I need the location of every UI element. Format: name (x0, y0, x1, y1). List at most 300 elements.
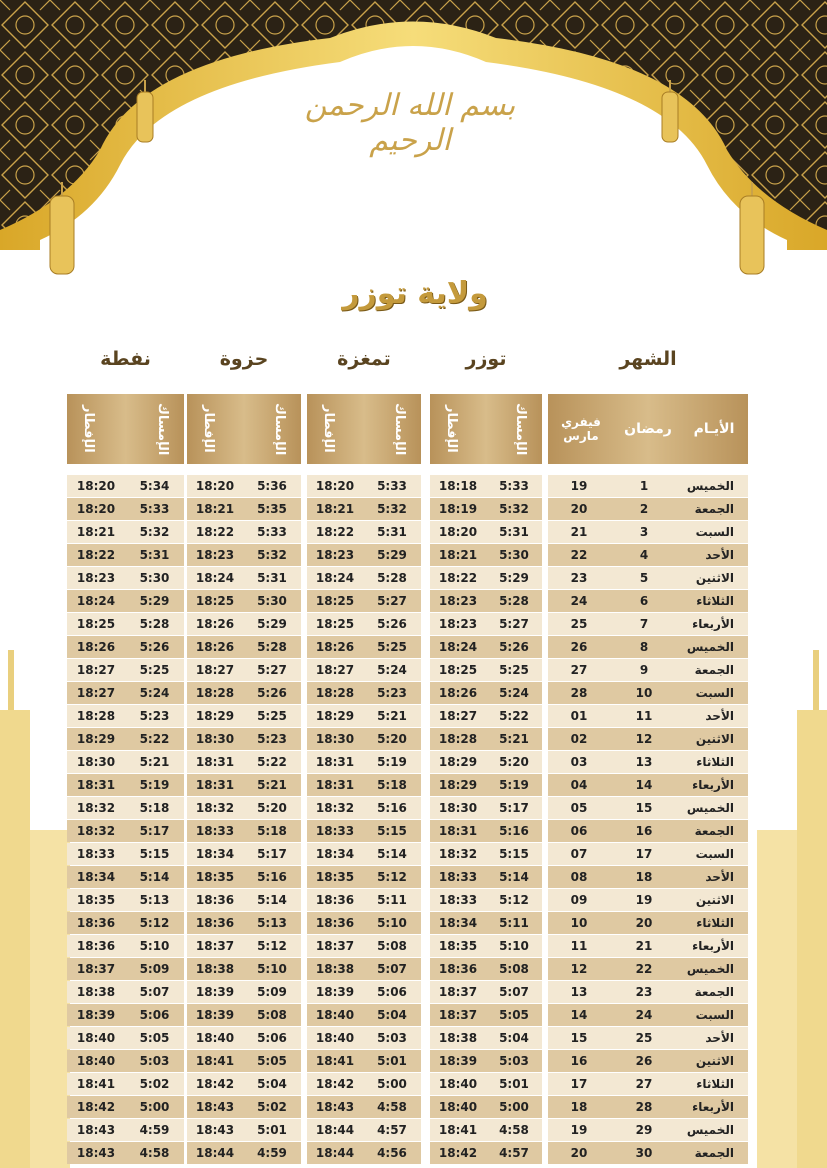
nefta-iftar: 18:37 (76, 962, 116, 976)
tamaghza-cell-group (307, 1073, 421, 1095)
hazoua-imsak: 5:08 (257, 1008, 287, 1022)
tamaghza-cell-group (307, 889, 421, 911)
month-cell-group (548, 567, 748, 589)
tozeur-iftar: 18:36 (438, 962, 478, 976)
column-header-ramadan: رمضان (624, 421, 672, 437)
nefta-imsak: 5:22 (139, 732, 170, 746)
ramadan-day: 18 (635, 870, 653, 884)
hazoua-iftar: 18:39 (195, 985, 235, 999)
hazoua-iftar: 18:24 (195, 571, 235, 585)
tamaghza-imsak: 5:14 (377, 847, 407, 861)
timetable-body (67, 475, 748, 1165)
tozeur-imsak: 5:17 (499, 801, 529, 815)
tozeur-iftar: 18:40 (438, 1077, 478, 1091)
tamaghza-iftar: 18:36 (315, 893, 355, 907)
table-row (67, 820, 748, 842)
nefta-imsak: 5:00 (139, 1100, 170, 1114)
gregorian-date: 18 (570, 1100, 588, 1114)
nefta-iftar: 18:38 (76, 985, 116, 999)
tamaghza-iftar: 18:22 (315, 525, 355, 539)
ramadan-day: 23 (635, 985, 653, 999)
tozeur-iftar: 18:40 (438, 1100, 478, 1114)
tozeur-iftar: 18:32 (438, 847, 478, 861)
tozeur-iftar: 18:37 (438, 985, 478, 999)
ramadan-day: 2 (639, 502, 649, 516)
month-cell-group (548, 544, 748, 566)
hazoua-iftar: 18:43 (195, 1100, 235, 1114)
tozeur-imsak: 5:04 (499, 1031, 529, 1045)
day-name: الخميس (686, 479, 734, 493)
hazoua-cell-group (187, 682, 301, 704)
tozeur-iftar: 18:29 (438, 755, 478, 769)
nefta-cell-group (67, 521, 184, 543)
hazoua-imsak: 5:06 (257, 1031, 287, 1045)
ramadan-day: 25 (635, 1031, 653, 1045)
tozeur-iftar: 18:21 (438, 548, 478, 562)
gregorian-date: 05 (570, 801, 588, 815)
hazoua-cell-group (187, 1027, 301, 1049)
tozeur-iftar: 18:29 (438, 778, 478, 792)
tozeur-cell-group (430, 590, 542, 612)
nefta-iftar: 18:43 (76, 1146, 116, 1160)
column-header-hazoua (187, 394, 301, 464)
tozeur-iftar: 18:33 (438, 893, 478, 907)
month-cell-group (548, 498, 748, 520)
tamaghza-imsak: 4:56 (377, 1146, 407, 1160)
month-cell-group (548, 1142, 748, 1164)
hazoua-iftar: 18:31 (195, 755, 235, 769)
tozeur-imsak: 5:01 (499, 1077, 529, 1091)
nefta-imsak: 5:19 (139, 778, 170, 792)
tamaghza-imsak: 5:16 (377, 801, 407, 815)
tamaghza-cell-group (307, 728, 421, 750)
ramadan-day: 11 (635, 709, 653, 723)
tozeur-imsak: 5:14 (499, 870, 529, 884)
month-cell-group (548, 843, 748, 865)
table-row (67, 1142, 748, 1164)
tozeur-cell-group (430, 705, 542, 727)
tozeur-iftar: 18:24 (438, 640, 478, 654)
tamaghza-imsak: 5:06 (377, 985, 407, 999)
tozeur-cell-group (430, 774, 542, 796)
ramadan-day: 17 (635, 847, 653, 861)
tamaghza-iftar: 18:41 (315, 1054, 355, 1068)
tozeur-imsak: 5:10 (499, 939, 529, 953)
day-name: الثلاثاء (696, 1077, 734, 1091)
gregorian-date: 20 (570, 502, 588, 516)
hazoua-iftar: 18:21 (195, 502, 235, 516)
tozeur-iftar: 18:37 (438, 1008, 478, 1022)
gregorian-date: 21 (570, 525, 588, 539)
tamaghza-cell-group (307, 590, 421, 612)
hazoua-iftar: 18:29 (195, 709, 235, 723)
day-name: الجمعة (694, 502, 734, 516)
column-header-gregorian: فيفري مارس (561, 415, 601, 443)
nefta-cell-group (67, 1050, 184, 1072)
tamaghza-imsak: 5:25 (377, 640, 407, 654)
nefta-imsak: 5:34 (139, 479, 170, 493)
tozeur-cell-group (430, 498, 542, 520)
hazoua-cell-group (187, 958, 301, 980)
hazoua-iftar: 18:42 (195, 1077, 235, 1091)
hazoua-iftar: 18:25 (195, 594, 235, 608)
month-cell-group (548, 889, 748, 911)
hazoua-cell-group (187, 751, 301, 773)
nefta-iftar: 18:41 (76, 1077, 116, 1091)
nefta-cell-group (67, 1004, 184, 1026)
month-cell-group (548, 958, 748, 980)
day-name: الاثنين (695, 893, 734, 907)
gregorian-date: 14 (570, 1008, 588, 1022)
gregorian-date: 19 (570, 479, 588, 493)
hazoua-iftar: 18:33 (195, 824, 235, 838)
column-header-month (548, 394, 748, 464)
hazoua-iftar: 18:36 (195, 893, 235, 907)
tozeur-cell-group (430, 659, 542, 681)
tozeur-cell-group (430, 682, 542, 704)
tamaghza-iftar: 18:23 (315, 548, 355, 562)
tamaghza-cell-group (307, 659, 421, 681)
hazoua-cell-group (187, 889, 301, 911)
hazoua-imsak: 5:16 (257, 870, 287, 884)
tamaghza-iftar: 18:21 (315, 502, 355, 516)
tamaghza-imsak: 5:20 (377, 732, 407, 746)
nefta-iftar: 18:25 (76, 617, 116, 631)
tozeur-cell-group (430, 1142, 542, 1164)
hazoua-imsak: 5:31 (257, 571, 287, 585)
hazoua-imsak: 5:30 (257, 594, 287, 608)
hazoua-cell-group (187, 797, 301, 819)
tamaghza-cell-group (307, 1096, 421, 1118)
nefta-imsak: 5:24 (139, 686, 170, 700)
gregorian-date: 01 (570, 709, 588, 723)
tamaghza-imsak: 5:10 (377, 916, 407, 930)
table-row (67, 590, 748, 612)
month-cell-group (548, 912, 748, 934)
tozeur-imsak: 5:24 (499, 686, 529, 700)
nefta-iftar: 18:20 (76, 502, 116, 516)
ramadan-day: 9 (639, 663, 649, 677)
tamaghza-cell-group (307, 567, 421, 589)
tamaghza-iftar: 18:44 (315, 1146, 355, 1160)
month-cell-group (548, 659, 748, 681)
day-name: الأربعاء (692, 939, 734, 953)
tozeur-imsak: 5:05 (499, 1008, 529, 1022)
table-row (67, 912, 748, 934)
ramadan-day: 21 (635, 939, 653, 953)
hazoua-imsak: 5:02 (257, 1100, 287, 1114)
nefta-imsak: 5:14 (139, 870, 170, 884)
hazoua-imsak: 5:09 (257, 985, 287, 999)
tozeur-iftar: 18:20 (438, 525, 478, 539)
nefta-iftar: 18:42 (76, 1100, 116, 1114)
day-name: الأحد (705, 870, 734, 884)
table-row (67, 705, 748, 727)
ramadan-day: 19 (635, 893, 653, 907)
nefta-iftar: 18:21 (76, 525, 116, 539)
hazoua-iftar: 18:39 (195, 1008, 235, 1022)
day-name: الاثنين (695, 571, 734, 585)
hazoua-cell-group (187, 659, 301, 681)
ramadan-day: 5 (639, 571, 649, 585)
tozeur-imsak: 5:32 (499, 502, 529, 516)
tamaghza-imsak: 4:58 (377, 1100, 407, 1114)
table-row (67, 1096, 748, 1118)
hazoua-cell-group (187, 1073, 301, 1095)
table-row (67, 866, 748, 888)
gregorian-date: 15 (570, 1031, 588, 1045)
column-header-imsak: الإمساك (272, 402, 287, 456)
nefta-iftar: 18:35 (76, 893, 116, 907)
nefta-iftar: 18:20 (76, 479, 116, 493)
tozeur-imsak: 5:19 (499, 778, 529, 792)
tozeur-cell-group (430, 797, 542, 819)
month-cell-group (548, 1073, 748, 1095)
nefta-cell-group (67, 843, 184, 865)
hazoua-imsak: 5:32 (257, 548, 287, 562)
tozeur-cell-group (430, 935, 542, 957)
nefta-imsak: 5:25 (139, 663, 170, 677)
table-row (67, 475, 748, 497)
gregorian-date: 10 (570, 916, 588, 930)
tozeur-imsak: 5:27 (499, 617, 529, 631)
gregorian-date: 09 (570, 893, 588, 907)
hazoua-iftar: 18:34 (195, 847, 235, 861)
tamaghza-imsak: 5:11 (377, 893, 407, 907)
nefta-cell-group (67, 636, 184, 658)
tozeur-imsak: 5:16 (499, 824, 529, 838)
nefta-iftar: 18:27 (76, 686, 116, 700)
nefta-iftar: 18:27 (76, 663, 116, 677)
tamaghza-imsak: 5:33 (377, 479, 407, 493)
hazoua-cell-group (187, 590, 301, 612)
nefta-cell-group (67, 567, 184, 589)
column-header-imsak: الإمساك (392, 402, 407, 456)
tamaghza-imsak: 5:32 (377, 502, 407, 516)
hazoua-cell-group (187, 935, 301, 957)
nefta-imsak: 5:31 (139, 548, 170, 562)
hazoua-cell-group (187, 1050, 301, 1072)
tozeur-cell-group (430, 613, 542, 635)
month-cell-group (548, 935, 748, 957)
day-name: الأحد (705, 548, 734, 562)
month-cell-group (548, 774, 748, 796)
nefta-iftar: 18:36 (76, 939, 116, 953)
tamaghza-iftar: 18:30 (315, 732, 355, 746)
nefta-cell-group (67, 613, 184, 635)
day-name: الخميس (686, 640, 734, 654)
month-cell-group (548, 1119, 748, 1141)
tozeur-cell-group (430, 728, 542, 750)
gregorian-date: 11 (570, 939, 588, 953)
day-name: الأحد (705, 1031, 734, 1045)
nefta-imsak: 4:59 (139, 1123, 170, 1137)
tozeur-cell-group (430, 544, 542, 566)
hazoua-iftar: 18:22 (195, 525, 235, 539)
tamaghza-imsak: 5:23 (377, 686, 407, 700)
nefta-iftar: 18:26 (76, 640, 116, 654)
month-cell-group (548, 590, 748, 612)
hazoua-imsak: 5:27 (257, 663, 287, 677)
hazoua-cell-group (187, 728, 301, 750)
hazoua-iftar: 18:35 (195, 870, 235, 884)
tamaghza-imsak: 4:57 (377, 1123, 407, 1137)
nefta-imsak: 5:33 (139, 502, 170, 516)
table-row (67, 981, 748, 1003)
nefta-cell-group (67, 544, 184, 566)
nefta-iftar: 18:32 (76, 824, 116, 838)
month-cell-group (548, 1004, 748, 1026)
nefta-cell-group (67, 981, 184, 1003)
nefta-cell-group (67, 1142, 184, 1164)
tozeur-cell-group (430, 1073, 542, 1095)
ramadan-day: 6 (639, 594, 649, 608)
hazoua-cell-group (187, 544, 301, 566)
hazoua-iftar: 18:36 (195, 916, 235, 930)
tozeur-imsak: 5:31 (499, 525, 529, 539)
tozeur-iftar: 18:25 (438, 663, 478, 677)
tamaghza-iftar: 18:33 (315, 824, 355, 838)
day-name: الأربعاء (692, 778, 734, 792)
hazoua-imsak: 5:04 (257, 1077, 287, 1091)
tozeur-cell-group (430, 751, 542, 773)
tozeur-iftar: 18:28 (438, 732, 478, 746)
hazoua-imsak: 5:23 (257, 732, 287, 746)
tamaghza-cell-group (307, 958, 421, 980)
day-name: الثلاثاء (696, 755, 734, 769)
tozeur-imsak: 5:12 (499, 893, 529, 907)
hazoua-imsak: 5:29 (257, 617, 287, 631)
tamaghza-cell-group (307, 774, 421, 796)
table-row (67, 843, 748, 865)
gregorian-date: 24 (570, 594, 588, 608)
nefta-cell-group (67, 682, 184, 704)
hazoua-iftar: 18:40 (195, 1031, 235, 1045)
day-name: الأحد (705, 709, 734, 723)
tozeur-cell-group (430, 981, 542, 1003)
tamaghza-imsak: 5:00 (377, 1077, 407, 1091)
tozeur-cell-group (430, 636, 542, 658)
nefta-imsak: 5:17 (139, 824, 170, 838)
month-cell-group (548, 728, 748, 750)
day-name: الجمعة (694, 824, 734, 838)
hazoua-iftar: 18:44 (195, 1146, 235, 1160)
hazoua-cell-group (187, 774, 301, 796)
tamaghza-cell-group (307, 935, 421, 957)
nefta-cell-group (67, 1027, 184, 1049)
hazoua-imsak: 5:14 (257, 893, 287, 907)
day-name: الثلاثاء (696, 594, 734, 608)
hazoua-iftar: 18:23 (195, 548, 235, 562)
nefta-cell-group (67, 958, 184, 980)
tozeur-cell-group (430, 958, 542, 980)
gregorian-date: 17 (570, 1077, 588, 1091)
day-name: السبت (695, 525, 734, 539)
tamaghza-iftar: 18:40 (315, 1031, 355, 1045)
table-row (67, 1119, 748, 1141)
nefta-iftar: 18:31 (76, 778, 116, 792)
gregorian-date: 28 (570, 686, 588, 700)
ramadan-day: 3 (639, 525, 649, 539)
table-row (67, 659, 748, 681)
nefta-iftar: 18:40 (76, 1031, 116, 1045)
table-row (67, 1027, 748, 1049)
table-row (67, 728, 748, 750)
tamaghza-imsak: 5:08 (377, 939, 407, 953)
hazoua-iftar: 18:38 (195, 962, 235, 976)
group-header-nefta: نفطة (100, 348, 151, 370)
column-header-iftar: الإفطار (201, 405, 216, 453)
hazoua-cell-group (187, 1096, 301, 1118)
hazoua-iftar: 18:20 (195, 479, 235, 493)
hazoua-cell-group (187, 866, 301, 888)
month-cell-group (548, 1050, 748, 1072)
hazoua-imsak: 5:20 (257, 801, 287, 815)
nefta-cell-group (67, 935, 184, 957)
table-row (67, 889, 748, 911)
tozeur-cell-group (430, 567, 542, 589)
hazoua-cell-group (187, 1119, 301, 1141)
tamaghza-imsak: 5:28 (377, 571, 407, 585)
gregorian-date: 16 (570, 1054, 588, 1068)
month-cell-group (548, 981, 748, 1003)
hazoua-cell-group (187, 843, 301, 865)
tozeur-iftar: 18:42 (438, 1146, 478, 1160)
tamaghza-cell-group (307, 613, 421, 635)
nefta-imsak: 5:15 (139, 847, 170, 861)
tamaghza-imsak: 5:31 (377, 525, 407, 539)
column-header-iftar: الإفطار (444, 405, 459, 453)
day-name: الخميس (686, 801, 734, 815)
nefta-iftar: 18:30 (76, 755, 116, 769)
day-name: الأربعاء (692, 617, 734, 631)
nefta-cell-group (67, 820, 184, 842)
tamaghza-iftar: 18:28 (315, 686, 355, 700)
hazoua-cell-group (187, 613, 301, 635)
tamaghza-imsak: 5:01 (377, 1054, 407, 1068)
tozeur-imsak: 5:03 (499, 1054, 529, 1068)
nefta-iftar: 18:28 (76, 709, 116, 723)
nefta-iftar: 18:29 (76, 732, 116, 746)
hazoua-iftar: 18:27 (195, 663, 235, 677)
tozeur-iftar: 18:22 (438, 571, 478, 585)
table-row (67, 521, 748, 543)
nefta-imsak: 5:10 (139, 939, 170, 953)
tamaghza-iftar: 18:26 (315, 640, 355, 654)
gregorian-date: 08 (570, 870, 588, 884)
gregorian-date: 19 (570, 1123, 588, 1137)
table-row (67, 1050, 748, 1072)
hazoua-iftar: 18:28 (195, 686, 235, 700)
minaret-right-decoration (757, 650, 827, 1168)
month-cell-group (548, 1096, 748, 1118)
tamaghza-imsak: 5:18 (377, 778, 407, 792)
month-cell-group (548, 636, 748, 658)
nefta-imsak: 5:05 (139, 1031, 170, 1045)
tozeur-cell-group (430, 820, 542, 842)
tozeur-cell-group (430, 1050, 542, 1072)
tozeur-iftar: 18:26 (438, 686, 478, 700)
tamaghza-cell-group (307, 866, 421, 888)
table-row (67, 1073, 748, 1095)
tozeur-iftar: 18:19 (438, 502, 478, 516)
tamaghza-cell-group (307, 1027, 421, 1049)
hazoua-imsak: 4:59 (257, 1146, 287, 1160)
ramadan-day: 28 (635, 1100, 653, 1114)
nefta-imsak: 5:23 (139, 709, 170, 723)
day-name: الخميس (686, 1123, 734, 1137)
tozeur-imsak: 4:58 (499, 1123, 529, 1137)
